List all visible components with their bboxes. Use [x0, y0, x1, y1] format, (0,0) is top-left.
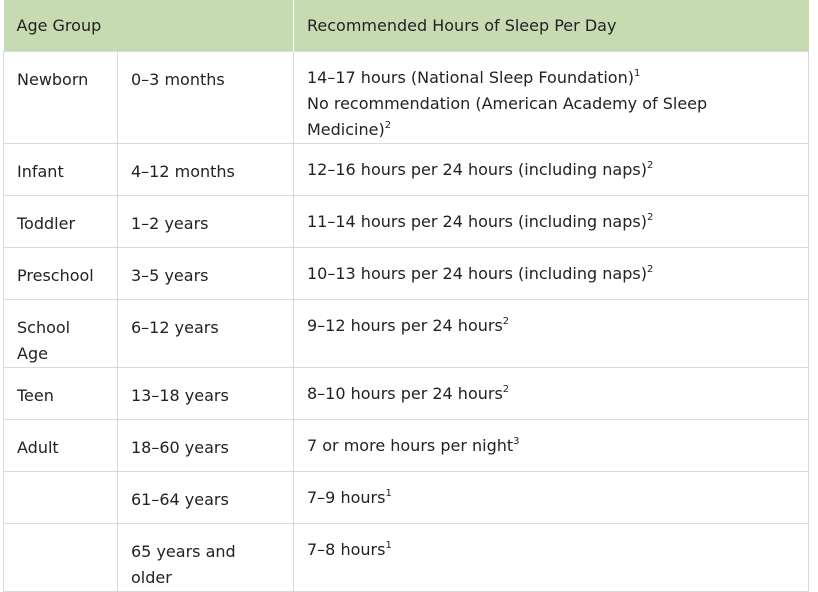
age-range-cell: 0–3 months: [118, 51, 294, 143]
table-row: [4, 523, 809, 591]
sleep-table-container: [3, 0, 808, 592]
recommended-hours-cell: [294, 299, 809, 367]
recommended-hours-cell: [294, 523, 809, 591]
footnote-reference: 2: [646, 159, 654, 171]
footnote-reference: 2: [646, 211, 654, 223]
age-range-cell: 3–5 years: [118, 247, 294, 299]
footnote-reference: 2: [646, 263, 654, 275]
recommendation-line: [307, 65, 795, 91]
table-row: [4, 299, 809, 367]
recommendation-text: 12–16 hours per 24 hours (including naps): [307, 159, 647, 179]
table-header-row: [4, 0, 809, 51]
recommendation-line: [307, 537, 795, 563]
recommended-hours-cell: [294, 367, 809, 419]
table-row: [4, 143, 809, 195]
recommended-hours-cell: [294, 247, 809, 299]
table-row: [4, 195, 809, 247]
age-range-cell: 4–12 months: [118, 143, 294, 195]
age-group-cell: Newborn: [4, 51, 118, 143]
age-range-cell: 61–64 years: [118, 471, 294, 523]
recommendation-line: [307, 485, 795, 511]
recommended-hours-cell: [294, 471, 809, 523]
footnote-reference: 1: [385, 539, 392, 551]
age-group-cell: Toddler: [4, 195, 118, 247]
age-group-cell: Adult: [4, 419, 118, 471]
recommendation-text: 14–17 hours (National Sleep Foundation): [307, 67, 634, 87]
age-range-cell: 6–12 years: [118, 299, 294, 367]
recommendation-text: No recommendation (American Academy of Sleep Medicine): [307, 93, 708, 139]
recommendation-line: [307, 209, 795, 235]
recommended-hours-cell: [294, 195, 809, 247]
footnote-reference: 2: [384, 119, 392, 131]
recommended-hours-cell: [294, 143, 809, 195]
age-range-cell: 65 years and older: [118, 523, 294, 591]
age-range-cell: 18–60 years: [118, 419, 294, 471]
recommended-hours-cell: [294, 51, 809, 143]
age-group-cell: Infant: [4, 143, 118, 195]
recommendation-line: [307, 157, 795, 183]
table-row: [4, 471, 809, 523]
footnote-reference: 1: [385, 487, 392, 499]
table-row: [4, 419, 809, 471]
footnote-reference: 3: [513, 435, 520, 447]
recommendation-text: 7–8 hours: [307, 539, 386, 559]
recommendation-text: 10–13 hours per 24 hours (including naps): [307, 263, 647, 283]
recommendation-text: 9–12 hours per 24 hours: [307, 315, 503, 335]
age-group-cell: [4, 523, 118, 591]
recommendation-text: 7 or more hours per night: [307, 435, 514, 455]
age-group-cell: Preschool: [4, 247, 118, 299]
recommendation-line: [307, 381, 795, 407]
recommended-hours-cell: [294, 419, 809, 471]
header-recommended-hours: Recommended Hours of Sleep Per Day: [294, 0, 809, 51]
table-row: [4, 247, 809, 299]
age-range-cell: 1–2 years: [118, 195, 294, 247]
recommendation-text: 8–10 hours per 24 hours: [307, 383, 503, 403]
age-group-cell: Teen: [4, 367, 118, 419]
age-group-cell: [4, 471, 118, 523]
age-group-cell: School Age: [4, 299, 118, 367]
recommendation-line: [307, 261, 795, 287]
recommendation-line: [307, 91, 795, 143]
recommendation-text: 11–14 hours per 24 hours (including naps): [307, 211, 647, 231]
recommendation-text: 7–9 hours: [307, 487, 386, 507]
recommendation-line: [307, 433, 795, 459]
table-row: [4, 51, 809, 143]
footnote-reference: 2: [502, 315, 510, 327]
table-row: [4, 367, 809, 419]
recommendation-line: [307, 313, 795, 339]
footnote-reference: 2: [502, 383, 510, 395]
age-range-cell: 13–18 years: [118, 367, 294, 419]
header-age-group: Age Group: [4, 0, 294, 51]
sleep-recommendation-table: [3, 0, 809, 592]
footnote-reference: 1: [633, 67, 641, 79]
